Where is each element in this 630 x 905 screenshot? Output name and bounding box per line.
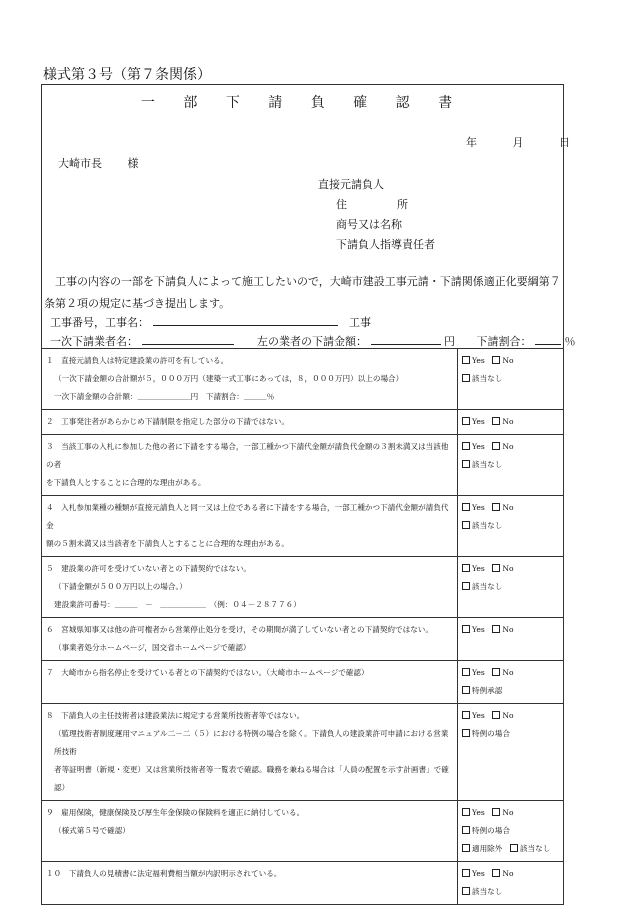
checklist-row <box>42 862 564 905</box>
checkbox[interactable] <box>510 844 518 852</box>
checklist-row <box>42 435 564 496</box>
option-label: 該当なし <box>519 844 551 853</box>
ratio-label: 下請割合： <box>476 335 532 348</box>
addressee-name: 大崎市長 <box>58 157 102 170</box>
row-content <box>42 435 458 496</box>
sub-name-label: 一次下請業者名： <box>50 335 138 348</box>
row-text: ３ 当該工事の入札に参加した他の者に下請をする場合，一部工種かつ下請代金額が請負代金額の３割未満又は当該他の者 <box>46 442 449 469</box>
checkbox[interactable] <box>492 625 500 633</box>
row-text: ８ 下請負人の主任技術者は建設業法に規定する営業所技術者等ではない。 <box>46 711 305 720</box>
checkbox[interactable] <box>462 503 470 511</box>
row-content <box>42 704 458 801</box>
checkbox[interactable] <box>492 808 500 816</box>
addressee <box>58 155 139 171</box>
checklist-table <box>41 348 564 905</box>
checkbox[interactable] <box>492 417 500 425</box>
row-text: ２ 工事発注者があらかじめ下請制限を指定した部分の下請ではない。 <box>46 417 289 426</box>
option-label: Yes <box>472 869 485 878</box>
row-options <box>458 704 564 801</box>
intro-text: 工事の内容の一部を下請負人によって施工したいので，大崎市建設工事元請・下請関係適正化要綱第７条第２項の規定に基づき提出します。 <box>44 275 561 310</box>
row-text: を下請負人とすることに合理的な理由がある。 <box>46 478 206 487</box>
row-text: １ 直接元請負人は特定建設業の許可を有している。 <box>46 356 229 365</box>
option-label: Yes <box>472 625 485 634</box>
yen-unit: 円 <box>444 335 455 348</box>
row-text: ７ 大崎市から指名停止を受けている者との下請契約ではない。（大崎市ホームページで確認） <box>46 668 369 677</box>
subcontract-line <box>50 333 576 349</box>
row-options <box>458 557 564 618</box>
checkbox[interactable] <box>492 503 500 511</box>
checklist-row <box>42 618 564 661</box>
option-label: Yes <box>472 356 485 365</box>
option-label: No <box>502 564 514 573</box>
work-name-field[interactable] <box>153 314 338 326</box>
checkbox[interactable] <box>492 356 500 364</box>
option-label: 特例の場合 <box>472 729 510 738</box>
checkbox[interactable] <box>462 564 470 572</box>
row-options <box>458 661 564 704</box>
checklist-row <box>42 557 564 618</box>
date-day: 日 <box>559 136 570 149</box>
sub-name-field[interactable] <box>142 333 234 345</box>
checklist-row <box>42 801 564 862</box>
row-text: 額の５割未満又は当該者を下請負人とすることに合理的な理由がある。 <box>46 539 289 548</box>
checkbox[interactable] <box>462 582 470 590</box>
address-label-b: 所 <box>397 198 408 211</box>
row-content <box>42 410 458 435</box>
work-no-label: 工事番号，工事名： <box>50 316 149 329</box>
checklist-row <box>42 410 564 435</box>
row-text: ９ 雇用保険，健康保険及び厚生年金保険の保険料を適正に納付している。 <box>46 808 305 817</box>
checkbox[interactable] <box>462 460 470 468</box>
contractor-address <box>318 195 435 215</box>
checkbox[interactable] <box>462 417 470 425</box>
row-text: 建設業許可番号：＿＿＿ － ＿＿＿＿＿＿ （例：０４－２８７７６） <box>54 600 301 609</box>
option-label: Yes <box>472 711 485 720</box>
option-label: No <box>502 625 514 634</box>
contractor-name-label: 商号又は名称 <box>336 218 402 231</box>
option-label: No <box>502 442 514 451</box>
row-text: （事業者処分ホームページ，国交省ホームページで確認） <box>54 643 251 652</box>
row-text: 一次下請金額の合計額：＿＿＿＿＿＿＿円 下請割合：＿＿＿％ <box>54 392 275 401</box>
row-content <box>42 618 458 661</box>
option-label: 該当なし <box>472 887 503 896</box>
option-label: No <box>502 808 514 817</box>
checkbox[interactable] <box>492 668 500 676</box>
work-line <box>50 314 371 330</box>
amount-field[interactable] <box>371 333 441 345</box>
checklist-row <box>42 349 564 410</box>
row-text: （様式第５号で確認） <box>54 826 130 835</box>
option-label: Yes <box>472 442 485 451</box>
row-content <box>42 862 458 905</box>
document-title: 一 部 下 請 負 確 認 書 <box>140 95 465 111</box>
row-options <box>458 801 564 862</box>
checkbox[interactable] <box>462 668 470 676</box>
row-text: ４ 入札参加業種の種類が直接元請負人と同一又は上位である者に下請をする場合，一部工種かつ下請代金額が請負代金 <box>46 503 449 530</box>
row-content <box>42 557 458 618</box>
option-label: No <box>502 417 514 426</box>
row-options <box>458 435 564 496</box>
checkbox[interactable] <box>462 521 470 529</box>
option-label: Yes <box>472 808 485 817</box>
option-label: 該当なし <box>472 460 503 469</box>
option-label: No <box>502 711 514 720</box>
contractor-label: 直接元請負人 <box>318 178 384 191</box>
checkbox[interactable] <box>462 442 470 450</box>
option-label: 特例承認 <box>472 686 503 695</box>
row-text: 者等証明書（新規・変更）又は営業所技術者等一覧表で確認。職務を兼ねる場合は「人員の配置を示す計画書」で確認） <box>54 765 449 792</box>
row-options <box>458 618 564 661</box>
contractor-supervisor-label: 下請負人指導責任者 <box>336 238 435 251</box>
date-month: 月 <box>512 136 524 149</box>
checkbox[interactable] <box>462 844 470 852</box>
row-text: ６ 宮城県知事又は他の許可権者から営業停止処分を受け，その期間が満了していない者との下請契約ではない。 <box>46 625 433 634</box>
checklist-row <box>42 661 564 704</box>
row-text: （一次下請金額の合計額が５，０００万円（建築一式工事にあっては，８，０００万円）以上の場合） <box>54 374 404 383</box>
checkbox[interactable] <box>492 442 500 450</box>
form-code: 様式第３号（第７条関係） <box>43 67 211 83</box>
option-label: 該当なし <box>472 374 503 383</box>
row-text: （監理技術者制度運用マニュアル二－二（５）における特例の場合を除く。下請負人の建設業許可申請における営業所技術 <box>54 729 449 756</box>
checkbox[interactable] <box>462 808 470 816</box>
option-label: No <box>502 356 514 365</box>
row-options <box>458 496 564 557</box>
option-label: Yes <box>472 564 485 573</box>
checkbox[interactable] <box>492 869 500 877</box>
checkbox[interactable] <box>462 356 470 364</box>
work-suffix: 工事 <box>349 316 371 329</box>
addressee-honorific: 様 <box>127 157 139 170</box>
row-text: ５ 建設業の許可を受けていない者との下請契約ではない。 <box>46 564 252 573</box>
row-content <box>42 661 458 704</box>
option-label: Yes <box>472 417 485 426</box>
checkbox[interactable] <box>462 374 470 382</box>
checkbox[interactable] <box>462 711 470 719</box>
row-options <box>458 349 564 410</box>
checklist-row <box>42 704 564 801</box>
percent-unit: ％ <box>564 335 576 348</box>
option-label: 適用除外 <box>472 844 503 853</box>
date-year: 年 <box>466 136 477 149</box>
option-label: No <box>502 503 514 512</box>
checkbox[interactable] <box>492 711 500 719</box>
option-label: 特例の場合 <box>472 826 510 835</box>
address-label-a: 住 <box>336 198 347 211</box>
row-options <box>458 862 564 905</box>
contractor-block <box>318 175 435 255</box>
option-label: Yes <box>472 668 485 677</box>
row-content <box>42 349 458 410</box>
checklist-row <box>42 496 564 557</box>
row-options <box>458 410 564 435</box>
checkbox[interactable] <box>462 729 470 737</box>
amount-label: 左の業者の下請金額： <box>257 335 367 348</box>
row-text: １０ 下請負人の見積書に法定福利費相当額が内訳明示されている。 <box>46 869 282 878</box>
option-label: Yes <box>472 503 485 512</box>
checkbox[interactable] <box>462 869 470 877</box>
checkbox[interactable] <box>462 826 470 834</box>
checkbox[interactable] <box>492 564 500 572</box>
option-label: 該当なし <box>472 582 503 591</box>
option-label: No <box>502 869 514 878</box>
option-label: No <box>502 668 514 677</box>
checkbox[interactable] <box>462 625 470 633</box>
option-label: 該当なし <box>472 521 503 530</box>
row-content <box>42 801 458 862</box>
date-line <box>466 134 588 150</box>
ratio-field[interactable] <box>535 333 561 345</box>
row-text: （下請金額が５００万円以上の場合。） <box>54 582 187 591</box>
checkbox[interactable] <box>462 887 470 895</box>
row-content <box>42 496 458 557</box>
checkbox[interactable] <box>462 686 470 694</box>
